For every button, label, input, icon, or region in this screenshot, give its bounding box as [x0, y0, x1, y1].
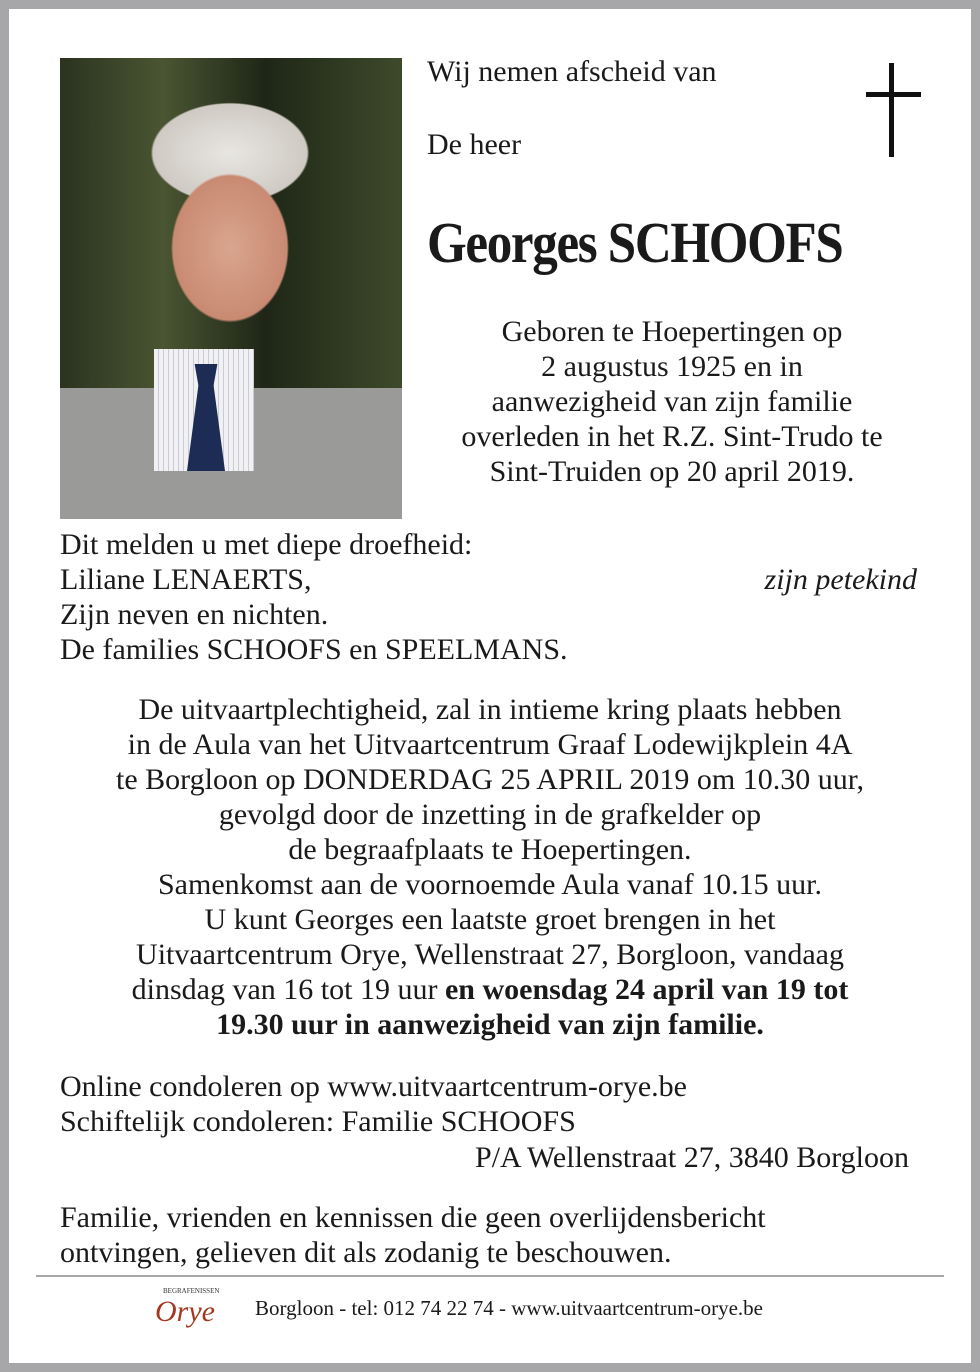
funeral-line: gevolgd door de inzetting in de grafkelder op [218, 798, 762, 831]
mourner-line: De families SCHOOFS en SPEELMANS. [60, 633, 568, 666]
funeral-line [9, 972, 971, 1007]
cross-icon [889, 63, 894, 157]
birth-line: 2 augustus 1925 en in [541, 350, 803, 383]
funeral-line-bold: 19.30 uur in aanwezigheid van zijn familie. [216, 1008, 764, 1041]
orye-logo [149, 1287, 239, 1331]
written-condolences: Schiftelijk condoleren: Familie SCHOOFS [60, 1105, 576, 1138]
logo-subtitle: BEGRAFENISSEN [163, 1287, 220, 1295]
funeral-line-bold: en woensdag 24 april van 19 tot [444, 973, 849, 1006]
mourners-intro: Dit melden u met diepe droefheid: [60, 528, 473, 561]
online-condolences: Online condoleren op www.uitvaartcentrum-orye.be [60, 1070, 687, 1103]
birth-line: overleden in het R.Z. Sint-Trudo te [461, 420, 883, 453]
birth-line: Sint-Truiden op 20 april 2019. [489, 455, 855, 488]
closing-line: Familie, vrienden en kennissen die geen overlijdensbericht [60, 1201, 766, 1234]
condolences [60, 1069, 687, 1139]
funeral-line: in de Aula van het Uitvaartcentrum Graaf Lodewijkplein 4A [127, 728, 853, 761]
birth-line: Geboren te Hoepertingen op [501, 315, 843, 348]
mourners [60, 527, 568, 667]
funeral-line: te Borgloon op DONDERDAG 25 APRIL 2019 om 10.30 uur, [116, 763, 864, 796]
birth-line: aanwezigheid van zijn familie [491, 385, 853, 418]
funeral-line: U kunt Georges een laatste groet brengen in het [204, 903, 776, 936]
cross-icon-bar [866, 92, 921, 97]
funeral-line: Uitvaartcentrum Orye, Wellenstraat 27, Borgloon, vandaag [136, 938, 844, 971]
birth-paragraph [417, 314, 927, 489]
mourner-relation: zijn petekind [764, 563, 917, 596]
title-text: De heer [427, 128, 522, 161]
mourner-line: Liliane LENAERTS, [60, 563, 312, 596]
logo-text: Orye [155, 1295, 215, 1328]
mourner-line: Zijn neven en nichten. [60, 598, 329, 631]
closing-note [60, 1200, 766, 1270]
intro-text: Wij nemen afscheid van [427, 55, 717, 88]
deceased-name: Georges SCHOOFS [427, 210, 843, 275]
funeral-line: Samenkomst aan de voornoemde Aula vanaf 10.15 uur. [157, 868, 822, 901]
funeral-line: de begraafplaats te Hoepertingen. [288, 833, 692, 866]
footer-contact: Borgloon - tel: 012 74 22 74 - www.uitvaartcentrum-orye.be [255, 1296, 763, 1320]
closing-line: ontvingen, gelieven dit als zodanig te beschouwen. [60, 1236, 672, 1269]
funeral-paragraph [9, 692, 971, 1042]
funeral-line: De uitvaartplechtigheid, zal in intieme kring plaats hebben [138, 693, 842, 726]
divider [36, 1275, 944, 1277]
funeral-line-normal: dinsdag van 16 tot 19 uur [131, 973, 445, 1006]
condolences-address: P/A Wellenstraat 27, 3840 Borgloon [475, 1141, 909, 1174]
